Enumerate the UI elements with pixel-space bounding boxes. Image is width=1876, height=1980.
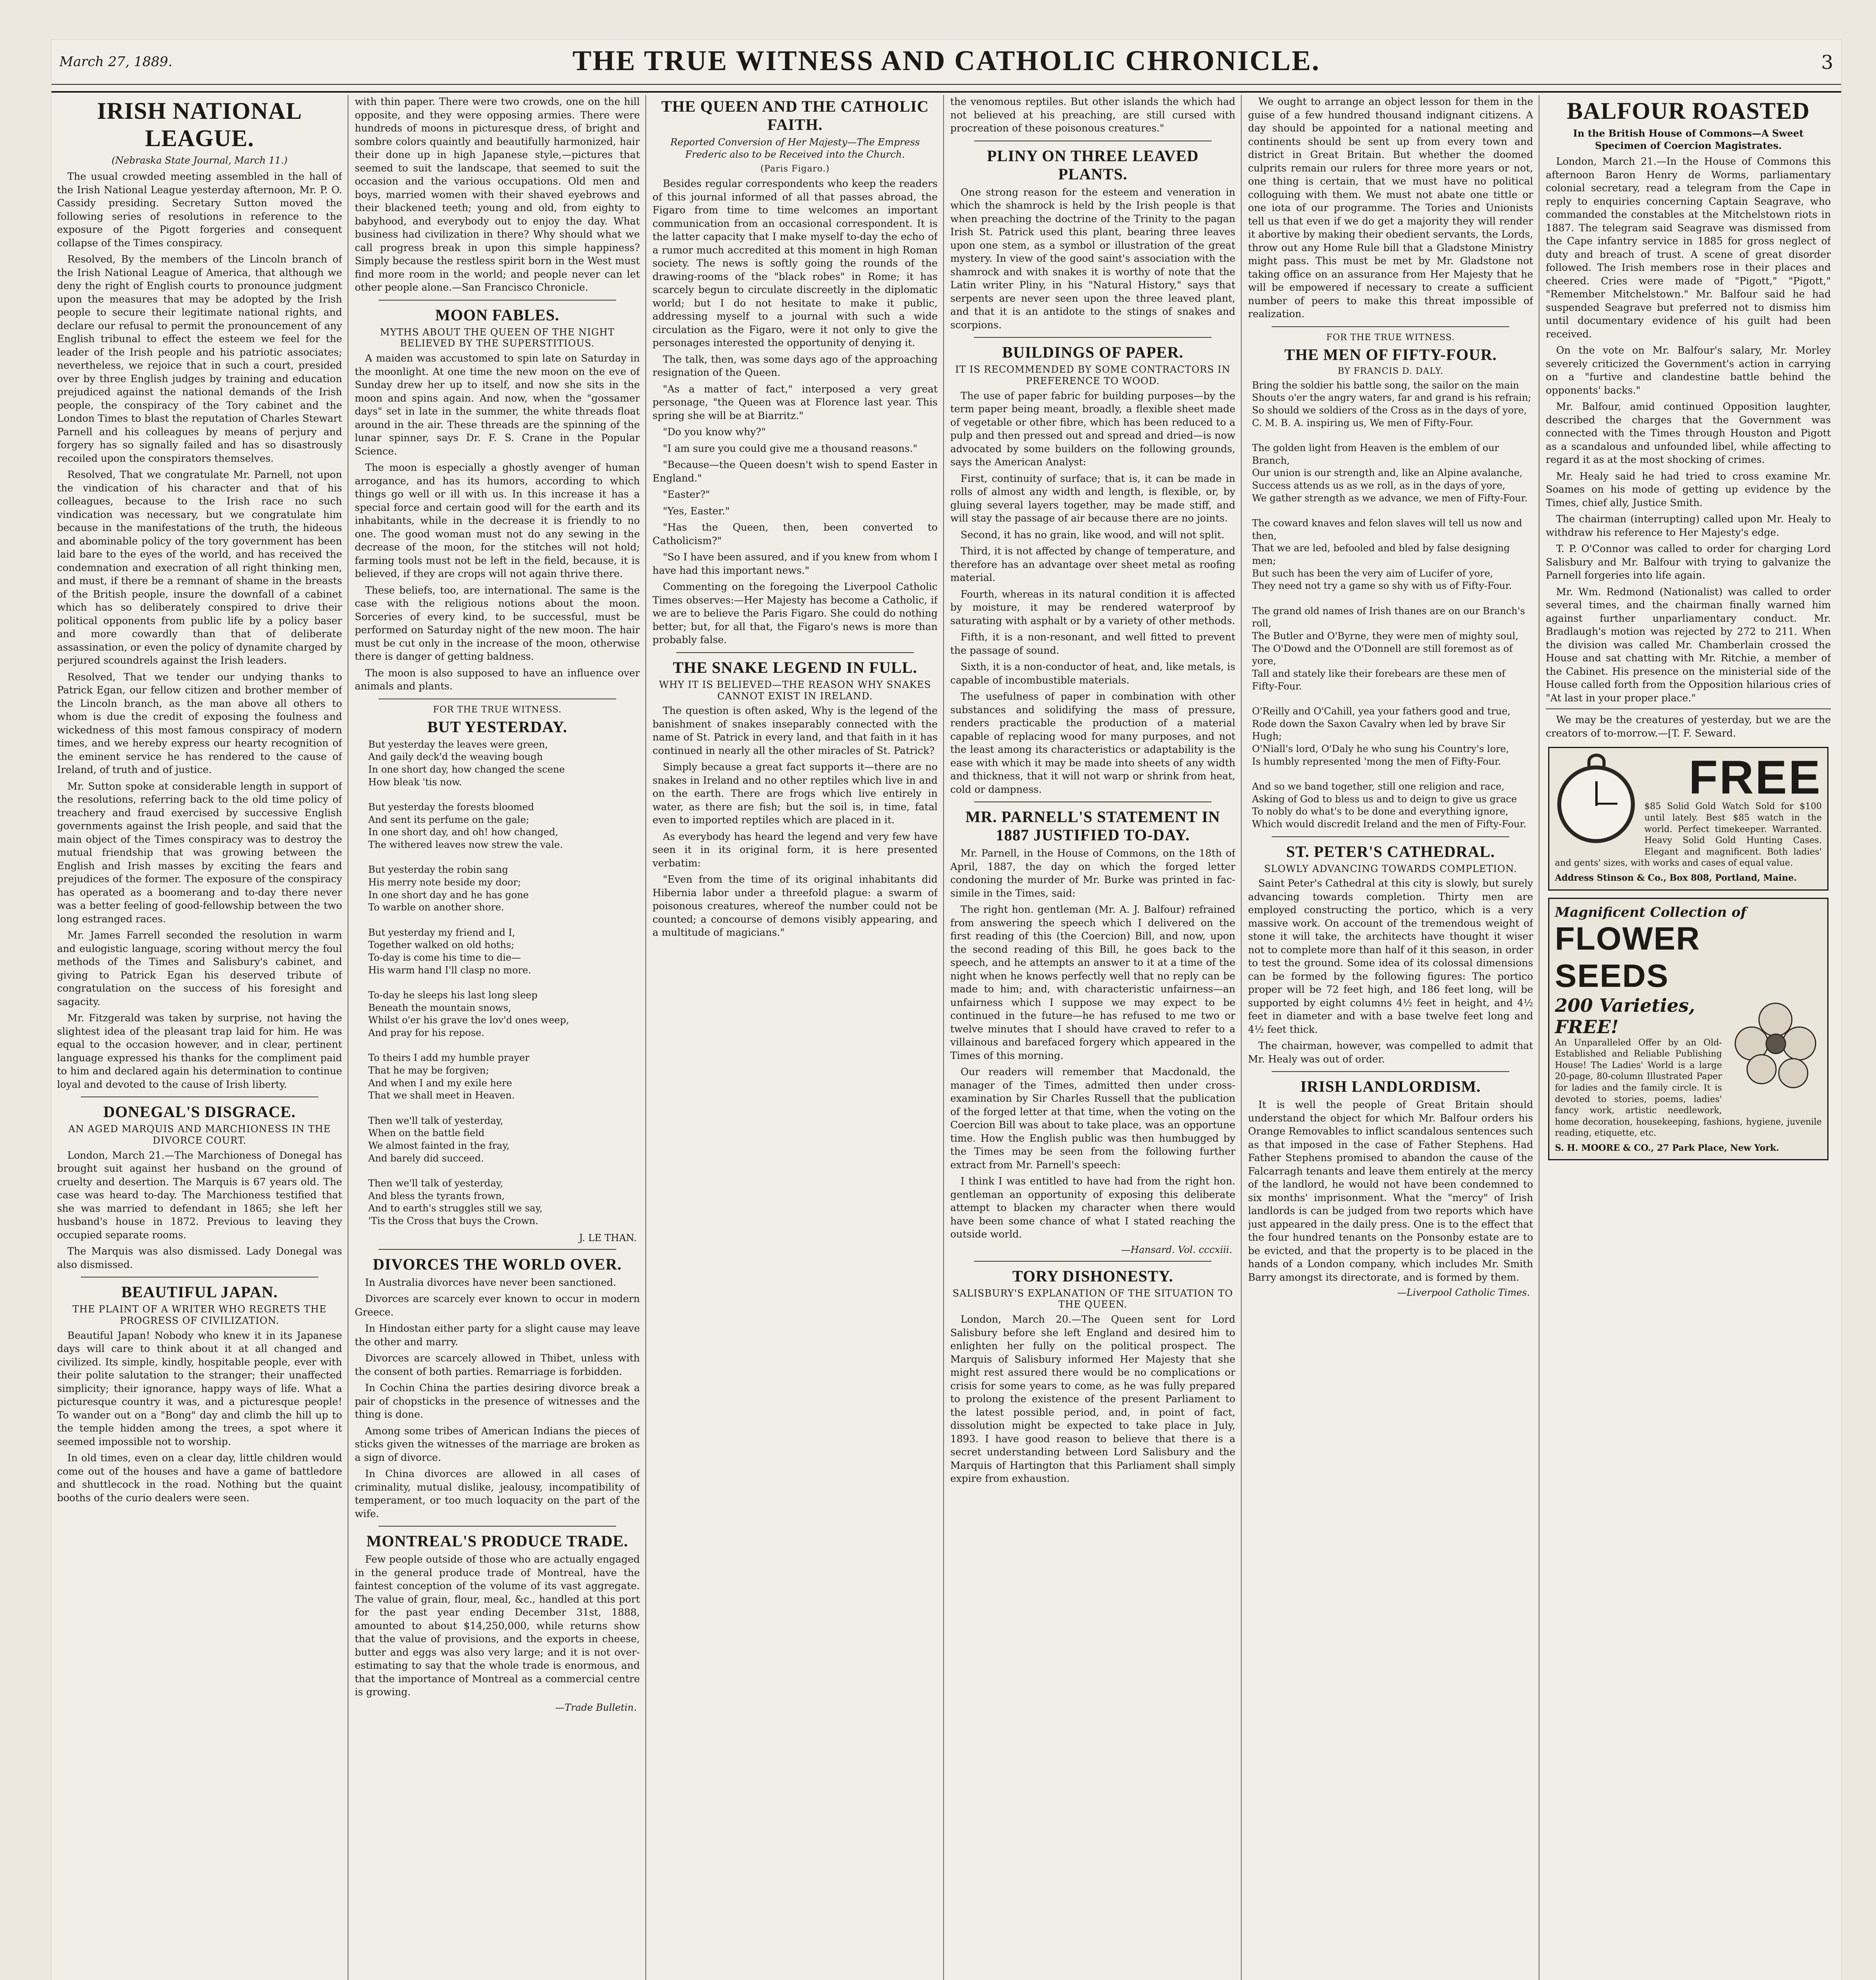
pocket-watch-illustration — [1555, 754, 1638, 853]
article-paragraph: I think I was entitled to have had from the right hon. gentleman an opportunity of exposing this deliberate attempt to blacken my character when there would have been some chance of what I stated reaching the outside world. — [950, 1175, 1235, 1240]
article-paragraph: "I am sure you could give me a thousand reasons." — [663, 442, 917, 454]
article-deck: THE PLAINT OF A WRITER WHO REGRETS THE PROGRESS OF CIVILIZATION. — [72, 1304, 327, 1327]
article-paragraph: Mr. Parnell, in the House of Commons, on the 18th of April, 1887, the day on which the forged letter condoning the murder of Mr. Burke was printed in fac-simile in the Times, said: — [950, 847, 1235, 899]
ad-lead: Magnificent Collection of — [1555, 904, 1747, 920]
article-paragraph: The right hon. gentleman (Mr. A. J. Balfour) refrained from answering the speech which I delivered on the first reading of this (the Coercion) Bill, and now, upon the second reading of this Bill, he goes back to the speech, and he attempts an answer to it at a time of the night when he knows perfectly well that no reply can be made to him; and, with characteristic unfairness—an unfairness which I suppose we may expect to be continued in the future—he has refused to me two or twelve minutes that I should have craved to refer to a villainous and barefaced forgery which appeared in the Times of this morning. — [950, 904, 1235, 1061]
article-paragraph: Few people outside of those who are actually engaged in the general produce trade of Montreal, have the faintest conception of the volume of its vast aggregate. The value of grain, flour, meal, &c., handled at this port for the past year ending December 31st, 1888, amounted to about $14,250,000, while returns show that the value of provisions, and the exports in cheese, butter and eggs was also very large; and it is not over-estimating to say that the whole trade is enormous, and that the importance of Montreal as a commercial centre is growing. — [355, 1554, 640, 1698]
article-headline: BUILDINGS OF PAPER. — [1002, 343, 1183, 361]
poem-title: THE MEN OF FIFTY-FOUR. — [1284, 345, 1497, 364]
article-paragraph: The Marquis was also dismissed. Lady Donegal was also dismissed. — [57, 1245, 342, 1270]
article-paragraph: In Australia divorces have never been sanctioned. — [365, 1276, 616, 1288]
article-source: —Trade Bulletin. — [555, 1702, 637, 1713]
article-paragraph: "Because—the Queen doesn't wish to spend Easter in England." — [653, 459, 938, 484]
article-paragraph: Mr. Balfour, amid continued Opposition laughter, described the charges that the Government was connected with the Times through Houston and Pigott as a scandalous and unfounded libel, while affecting to regard it as at the most shocking of crimes. — [1546, 401, 1831, 466]
article-paragraph: The talk, then, was some days ago of the approaching resignation of the Queen. — [653, 353, 938, 379]
masthead — [51, 40, 1841, 93]
article-headline: IRISH NATIONAL LEAGUE. — [97, 98, 302, 151]
article-paragraph: In old times, even on a clear day, little children would come out of the houses and have a game of battledore and shuttlecock in the road. Nothing but the quaint booths of the curio dealers were seen. — [57, 1452, 342, 1504]
closing-quote: We may be the creatures of yesterday, but we are the creators of to-morrow.—[T. F. Seward. — [1546, 714, 1831, 739]
article-paragraph: London, March 20.—The Queen sent for Lord Salisbury before she left England and desired him to enlighten her fully on the political prospect. The Marquis of Salisbury informed Her Majesty that she might rest assured there would be no complications or crisis for some years to come, as he was fully prepared to prolong the existence of the present Parliament to the latest possible period, and, in point of fact, dissolution might be expected to take place in July, 1893. I have good reason to believe that there is a secret understanding between Lord Salisbury and the Marquis of Hartington that this Parliament shall simply expire from exhaustion. — [950, 1314, 1235, 1485]
article-paragraph: The moon is also supposed to have an influence over animals and plants. — [355, 667, 640, 692]
article-paragraph: The chairman (interrupting) called upon Mr. Healy to withdraw his reference to Her Majesty's edge. — [1546, 513, 1831, 538]
ad-headline: FREE — [1688, 751, 1822, 804]
article-headline: MOON FABLES. — [435, 306, 559, 324]
section-rule — [379, 1526, 616, 1527]
article-headline: DONEGAL'S DISGRACE. — [103, 1103, 296, 1121]
article-paragraph: Simply because a great fact supports it—there are no snakes in Ireland and no other reptiles which live in and on the earth. There are frogs which live entirely in water, as there are fish; but the soil is, in time, fatal even to imported reptiles which are placed in it. — [653, 761, 938, 826]
article-paragraph: On the vote on Mr. Balfour's salary, Mr. Morley severely criticized the Government's action in carrying on a "furtive and clandestine battle behind the opponents' backs." — [1546, 345, 1831, 396]
ad-offer: 200 Varieties, FREE! — [1555, 994, 1695, 1038]
column-2 — [355, 95, 640, 1980]
article-headline: DIVORCES THE WORLD OVER. — [373, 1255, 622, 1273]
column-4 — [950, 95, 1235, 1980]
poem-text: But yesterday the leaves were green, And gaily deck'd the weaving bough In one short day, how changed the scene How bleak 'tis now. But yesterday the forests bloomed And sent its perfume on the gale; In one short day, and oh! how changed, The withered leaves now strew the vale. But yesterday the robin sang His merry note beside my door; In one short day and he has gone To warble on another shore. But yesterday my friend and I, Together walked on old hoths; To-day is come his time to die— His warm hand I'll clasp no more. To-day he sleeps his last long sleep Beneath the mountain snows, Whilst o'er his grave the lov'd ones weep, And pray for his repose. To theirs I add my humble prayer That he may be forgiven; And when I and my exile here That we shall meet in Heaven. Then we'll talk of yesterday, When on the battle field We almost fainted in the fray, And barely did succeed. Then we'll talk of yesterday, And bless the tyrants frown, And to earth's struggles still we say, 'Tis the Cross that buys the Crown. — [368, 739, 569, 1227]
poem-byline: BY FRANCIS D. DALY. — [1338, 366, 1444, 376]
article-deck: Reported Conversion of Her Majesty—The Empress Frederic also to be Received into the Church. — [670, 137, 920, 160]
article-paragraph: Mr. Fitzgerald was taken by surprise, not having the slightest idea of the pleasant trap laid for him. He was equal to the occasion however, and in clear, pertinent language expressed his thanks for the compliment paid to him and declared again his determination to continue loyal and devoted to the cause of Irish liberty. — [57, 1012, 342, 1090]
issue-date: March 27, 1889. — [59, 54, 173, 70]
newspaper-title: THE TRUE WITNESS AND CATHOLIC CHRONICLE. — [572, 45, 1320, 76]
section-rule — [1546, 708, 1831, 709]
watch-advertisement — [1548, 747, 1828, 890]
article-dateline: (Paris Figaro.) — [760, 164, 830, 174]
article-paragraph: The usefulness of paper in combination with other substances and solidifying the mass of pressure, renders practicable the production of a material capable of replacing wood for many purposes, and not the least among its characteristics or adaptability is the ease with which it may be made into sheets of any width and thickness, that it will not warp or shrink from heat, cold or dampness. — [950, 691, 1235, 795]
page-number: 3 — [1821, 51, 1833, 74]
article-paragraph: Beautiful Japan! Nobody who knew it in its Japanese days will care to think about it at all changed and civilized. Its simple, kindly, hospitable people, ever with their polite salutation to the stranger; their unaffected simplicity; their ignorance, happy ways of life. What a picturesque country it was, and a picturesque people! To wander out on a "Bong" day and climb the hill up to the temple hidden among the trees, a spot where it seemed impossible not to worship. — [57, 1329, 342, 1447]
article-deck: SLOWLY ADVANCING TOWARDS COMPLETION. — [1264, 863, 1517, 874]
section-rule — [676, 652, 914, 653]
article-headline: MONTREAL'S PRODUCE TRADE. — [366, 1532, 628, 1550]
article-paragraph: London, March 21.—The Marchioness of Donegal has brought suit against her husband on the ground of cruelty and desertion. The Marquis is 67 years old. The case was heard to-day. The Marchioness testified that she was married to defendant in 1865; she left her husband's house in 1872. Previous to leaving they occupied separate rooms. — [57, 1149, 342, 1241]
seeds-advertisement — [1548, 898, 1828, 1161]
article-paragraph: Divorces are scarcely allowed in Thibet, unless with the consent of both parties. Remarriage is forbidden. — [355, 1352, 640, 1377]
ad-headline: FLOWER SEEDS — [1555, 920, 1701, 994]
article-paragraph: with thin paper. There were two crowds, one on the hill opposite, and they were opposing armies. There were hundreds of moons in picturesque dress, of bright and sombre colors quaintly and beautifully harmonized, hair their done up in high Japanese style,—pictures that seemed to suit the landscape, that seemed to suit the occasion and the various occupations. Old men and boys, married women with their shaved eyebrows and their blackened teeth; young and old, from eighty to babyhood, and everybody out to enjoy the day. What business had civilization in there? Why should what we call progress break in upon this simple happiness? Simply because the restless spirit born in the West must find more room in the world; and people never can let other people alone.—San Francisco Chronicle. — [355, 96, 640, 293]
flower-illustration — [1727, 995, 1822, 1114]
column-3 — [653, 95, 938, 1980]
article-headline: BALFOUR ROASTED — [1567, 98, 1810, 124]
article-headline: PLINY ON THREE LEAVED PLANTS. — [987, 147, 1199, 183]
article-paragraph: Among some tribes of American Indians the pieces of sticks given the witnesses of the marriage are broken as a sign of divorce. — [355, 1425, 640, 1463]
article-paragraph: Mr. Sutton spoke at considerable length in support of the resolutions, referring back to the old time policy of treachery and fraud exercised by successive English governments against the Irish people, and said that the main object of the Times conspiracy was to destroy the mutual friendship that was growing between the English and Irish masses by exciting the fears and prejudices of the former. The exposure of the conspiracy has operated as a boomerang and to-day there never was a better feeling of good-fellowship between the two long estranged races. — [57, 780, 342, 925]
poem-credit: FOR THE TRUE WITNESS. — [1326, 332, 1455, 343]
article-paragraph: Besides regular correspondents who keep the readers of this journal informed of all that passes abroad, the Figaro from time to time welcomes an important communication from an occasional correspondent. It is the latter capacity that I make myself to-day the echo of a rumor much accredited at this moment in high Roman society. The news is softly going the rounds of the drawing-rooms of the "black robes" in Rome; it has scarcely begun to circulate discreetly in the diplomatic world; but I do not hesitate to make it public, addressing myself to a journal with such a wide circulation as the Figaro, were it not only to give the personages interested the opportunity of denying it. — [653, 178, 938, 349]
article-paragraph: Mr. Wm. Redmond (Nationalist) was called to order several times, and the chairman finally warned him against further unparliamentary conduct. Mr. Bradlaugh's motion was rejected by 272 to 211. When the division was called Mr. Chamberlain crossed the House and sat chatting with Mr. Ritchie, a member of the Cabinet. His presence on the ministerial side of the House called forth from the Opposition hilarious cries of "At last in your proper place." — [1546, 586, 1831, 704]
article-paragraph: The question is often asked, Why is the legend of the banishment of snakes inseparably connected with the name of St. Patrick in every land, and that faith in it has continued in nearly all the other miracles of St. Patrick? — [653, 705, 938, 756]
article-paragraph: "Yes, Easter." — [663, 505, 730, 517]
article-paragraph: Mr. James Farrell seconded the resolution in warm and eulogistic language, scoring without mercy the foul methods of the Times and Salisbury's cabinet, and giving to Patrick Egan his deserved tribute of congratulation on the success of his foresight and sagacity. — [57, 929, 342, 1007]
article-paragraph: Resolved, That we tender our undying thanks to Patrick Egan, our fellow citizen and brother member of the Lincoln branch, as the man above all others to whom is due the credit of exposing the foulness and wickedness of this most famous conspiracy of modern times, and we hereby express our hearty recognition of the eminent service he has rendered to the cause of Ireland, of truth and of justice. — [57, 671, 342, 776]
article-headline: MR. PARNELL'S STATEMENT IN 1887 JUSTIFIED TO-DAY. — [965, 808, 1220, 844]
poem-credit: FOR THE TRUE WITNESS. — [433, 704, 562, 715]
article-paragraph: T. P. O'Connor was called to order for charging Lord Salisbury and Mr. Balfour with trying to galvanize the Parnell forgeries into life again. — [1546, 543, 1831, 581]
article-paragraph: Mr. Healy said he had tried to cross examine Mr. Soames on his mode of getting up evidence by the Times, chief ally, Justice Smith. — [1546, 470, 1831, 508]
section-rule — [379, 300, 616, 301]
column-divider — [943, 95, 944, 1980]
section-rule — [379, 1249, 616, 1250]
column-5 — [1248, 95, 1533, 1980]
article-headline: BEAUTIFUL JAPAN. — [121, 1283, 278, 1301]
article-paragraph: Second, it has no grain, like wood, and will not split. — [961, 529, 1225, 541]
article-paragraph: "So I have been assured, and if you knew from whom I have had this important news." — [653, 551, 938, 576]
section-rule — [1272, 836, 1509, 837]
article-paragraph: The moon is especially a ghostly avenger of human arrogance, and has its humors, according to which things go well or ill with us. In this increase it has a special force and certain good will for the earth and its inhabitants, while in the decrease it is friendly to no one. The good woman must not do any sewing in the decrease of the moon, for the stitches will not hold; farming tools must not be left in the field, because, it is believed, if they are crops will not again thrive there. — [355, 462, 640, 580]
article-paragraph: One strong reason for the esteem and veneration in which the shamrock is held by the Irish people is that when preaching the doctrine of the Trinity to the pagan Irish St. Patrick used this plant, bearing three leaves upon one stem, as a symbol or illustration of the great mystery. In view of the good saint's association with the shamrock and with snakes it is worthy of note that the Latin writer Pliny, in his "Natural History," says that serpents are never seen upon the three leaved plant, and that it is an antidote to the stings of snakes and scorpions. — [950, 186, 1235, 331]
ad-address: Address Stinson & Co., Box 808, Portland, Maine. — [1555, 872, 1797, 883]
article-source: —Liverpool Catholic Times. — [1397, 1287, 1530, 1298]
ad-address: S. H. MOORE & CO., 27 Park Place, New York. — [1555, 1142, 1779, 1153]
section-rule — [1272, 326, 1509, 327]
article-paragraph: In Hindostan either party for a slight cause may leave the other and marry. — [355, 1323, 640, 1348]
article-deck: AN AGED MARQUIS AND MARCHIONESS IN THE DIVORCE COURT. — [68, 1123, 331, 1146]
ad-body: An Unparalleled Offer by an Old-Established and Reliable Publishing House! The Ladies' World is a large 20-page, 80-column Illustrated Paper for ladies and the family circle. It is devoted to stories, poems, ladies' fancy work, artistic needlework, home decoration, housekeeping, fashions, hygiene, juvenile reading, etiquette, etc. — [1555, 1038, 1822, 1138]
article-paragraph: Sixth, it is a non-conductor of heat, and, like metals, is capable of incombustible materials. — [950, 661, 1235, 686]
article-paragraph: The use of paper fabric for building purposes—by the term paper being meant, broadly, a flexible sheet made of vegetable or other fibre, which has been reduced to a pulp and then pressed out and spread and dried—is now advocated by some builders on the following grounds, says the American Analyst: — [950, 390, 1235, 468]
article-paragraph: Saint Peter's Cathedral at this city is slowly, but surely advancing towards completion. Thirty men are employed constructing the portico, which is a very massive work. On account of the tremendous weight of stone it will take, the architects have thought it wiser not to complete more than half of it this season, in order to test the ground. Some idea of its colossal dimensions can be formed by the following figures: The portico proper will be 72 feet high, and 186 feet long, will be supported by eight columns 4½ feet in height, and 4½ feet in diameter and with a base twelve feet long and 4½ feet thick. — [1248, 878, 1533, 1035]
article-paragraph: Commenting on the foregoing the Liverpool Catholic Times observes:—Her Majesty has become a Catholic, if we are to believe the Paris Figaro. She could do nothing better; but, for all that, the Figaro's news is more than probably false. — [653, 581, 938, 646]
article-headline: THE QUEEN AND THE CATHOLIC FAITH. — [661, 97, 929, 133]
section-rule — [1272, 1071, 1509, 1072]
article-paragraph: Resolved, By the members of the Lincoln branch of the Irish National League of America, that although we deny the right of English courts to pronounce judgment upon the measures that may be adopted by the Irish people to secure their legitimate national rights, and declare our refusal to permit the pronouncement of any English tribunal to effect the esteem we feel for the leader of the Irish people and his patriotic associates; nevertheless, we rejoice that in such a court, presided over by three English judges by training and education prejudiced against the national demands of the Irish people, the conspiracy of the Tory cabinet and the London Times to blast the reputation of Charles Stewart Parnell and his colleagues by means of perjury and forgery has so signally failed and has so disastrously recoiled upon the conspirators themselves. — [57, 253, 342, 464]
ad-body: $85 Solid Gold Watch Sold for $100 until lately. Best $85 watch in the world. Perfect timekeeper. Warranted. Heavy Solid Gold Hunting Cases. Elegant and magnificent. Both ladies' and gents' sizes, with works and cases of equal value. — [1555, 802, 1822, 868]
article-paragraph: Our readers will remember that Macdonald, the manager of the Times, admitted then under cross-examination by Sir Charles Russell that the publication of the forged letter at that time, when the voting on the Coercion Bill was about to take place, was an opportune time. How the English public was then humbugged by the Times may be seen from the following further extract from Mr. Parnell's speech: — [950, 1066, 1235, 1171]
article-paragraph: Third, it is not affected by change of temperature, and therefore has an advantage over sheet metal as roofing material. — [950, 545, 1235, 584]
poem-text: Bring the soldier his battle song, the sailor on the main Shouts o'er the angry waters, far and grand is his refrain; So should we soldiers of the Cross as in the days of yore, C. M. B. A. inspiring us, We men of Fifty-Four. The golden light from Heaven is the emblem of our Branch, Our union is our strength and, like an Alpine avalanche, Success attends us as we roll, as in the days of yore, We gather strength as we advance, we men of Fifty-Four. The coward knaves and felon slaves will tell us now and then, That we are led, befooled and bled by false designing men; But such has been the very aim of Lucifer of yore, They need not try a game so shy with us of Fifty-Four. The grand old names of Irish thanes are on our Branch's roll, The Butler and O'Byrne, they were men of mighty soul, The O'Dowd and the O'Donnell are still foremost as of yore, Tall and stately like their forebears are these men of Fifty-Four. O'Reilly and O'Cahill, yea your fathers good and true, Rode down the Saxon Cavalry when led by brave Sir Hugh; O'Niall's lord, O'Daly he who sung his Country's lore, Is humbly represented 'mong the men of Fifty-Four. And so we band together, still one religion and race, Asking of God to bless us and to deign to give us grace To nobly do what's to be done and everything ignore, Which would discredit Ireland and the men of Fifty-Four. — [1252, 379, 1532, 830]
article-deck: MYTHS ABOUT THE QUEEN OF THE NIGHT BELIEVED BY THE SUPERSTITIOUS. — [380, 326, 615, 349]
article-paragraph: As everybody has heard the legend and very few have seen it in its original form, it is here presented verbatim: — [653, 830, 938, 869]
article-paragraph: "As a matter of fact," interposed a very great personage, "the Queen was at Florence last year. This spring she will be at Biarritz." — [653, 383, 938, 421]
article-headline: ST. PETER'S CATHEDRAL. — [1286, 842, 1495, 861]
article-deck: SALISBURY'S EXPLANATION OF THE SITUATION TO THE QUEEN. — [952, 1287, 1233, 1310]
column-6 — [1546, 95, 1831, 1980]
article-paragraph: "Even from the time of its original inhabitants did Hibernia labor under a threefold plague: a swarm of poisonous creatures, whereof the number could not be counted; a concourse of demons visibly appearing, and a multitude of magicians." — [653, 874, 938, 939]
article-paragraph: Fourth, whereas in its natural condition it is affected by moisture, it may be rendered waterproof by saturating with asphalt or by a variety of other methods. — [950, 588, 1235, 626]
article-deck: WHY IT IS BELIEVED—THE REASON WHY SNAKES CANNOT EXIST IN IRELAND. — [659, 679, 931, 702]
article-source: (Nebraska State Journal, March 11.) — [111, 155, 288, 166]
section-rule — [974, 1261, 1212, 1262]
column-1 — [57, 95, 342, 1980]
masthead-rule — [51, 84, 1841, 85]
article-deck: IT IS RECOMMENDED BY SOME CONTRACTORS IN PREFERENCE TO WOOD. — [955, 364, 1231, 386]
poem-title: BUT YESTERDAY. — [427, 718, 567, 736]
article-paragraph: First, continuity of surface; that is, it can be made in rolls of almost any width and length, is flexible, or, by gluing several layers together, may be made stiff, and will stay the passage of air because there are no joints. — [950, 472, 1235, 524]
article-paragraph: Resolved, That we congratulate Mr. Parnell, not upon the vindication of his character and that of his colleagues, because to the Irish race no such vindication was necessary, but we congratulate him because in the manifestations of the truth, the hideous and abominable policy of the tory government has been laid bare to the eyes of the world, and has received the condemnation and execration of all right thinking men, and must, if there be a remnant of shame in the breasts of the British people, insure the downfall of a cabinet which has so deliberately conspired to drive their political opponents from public life by a policy baser and more cowardly than that of deliberate assassination, or even the policy of dynamite charged by perjured scoundrels against the Irish leaders. — [57, 469, 342, 666]
article-paragraph: It is well the people of Great Britain should understand the object for which Mr. Balfour orders his Orange Removables to inflict scandalous sentences such as that imposed in the case of Father Stephens. Had Father Stephens promised to abandon the cause of the Falcarragh tenants and leave them entirely at the mercy of the landlord, he would not have been condemned to six months' imprisonment. What the "mercy" of Irish landlords is can be judged from two reports which have just appeared in the daily press. One is to the effect that the four hundred tenants on the Ponsonby estate are to be evicted, and that the property is to be placed in the hands of a London company, which includes Mr. Smith Barry amongst its directorate, and is formed by them. — [1248, 1099, 1533, 1283]
article-paragraph: In Cochin China the parties desiring divorce break a pair of chopsticks in the presence of witnesses and the thing is done. — [355, 1382, 640, 1420]
article-paragraph: "Easter?" — [663, 489, 710, 501]
article-paragraph: London, March 21.—In the House of Commons this afternoon Baron Henry de Worms, parliamentary colonial secretary, read a telegram from the Cape in reply to enquiries concerning Captain Seagrave, who commanded the constables at the Mitchelstown riots in 1887. The telegram said Seagrave was dismissed from the Cape infantry service in 1885 for gross neglect of duty and breach of trust. A scene of great disorder followed. The Irish members rose in their places and cheered. Cries were made of "Pigott," "Pigott," "Remember Mitchelstown." Mr. Balfour said he had suspended Seagrave but preferred not to dismiss him until documentary evidence of his guilt had been received. — [1546, 156, 1831, 340]
column-divider — [1241, 95, 1242, 1980]
section-rule — [974, 337, 1212, 338]
article-paragraph: These beliefs, too, are international. The same is the case with the religious notions about the moon. Sorceries of every kind, to be successful, must be performed on Saturday night of the new moon. The hair must be cut only in the increase of the moon, otherwise there is danger of getting baldness. — [355, 584, 640, 663]
article-paragraph: The usual crowded meeting assembled in the hall of the Irish National League yesterday afternoon, Mr. P. O. Cassidy presiding. Secretary Sutton moved the following series of resolutions in reference to the exposure of the Pigott forgeries and consequent collapse of the Times conspiracy. — [57, 171, 342, 249]
article-paragraph: "Do you know why?" — [663, 426, 766, 438]
column-divider — [645, 95, 646, 1980]
article-headline: IRISH LANDLORDISM. — [1300, 1078, 1481, 1096]
article-paragraph: The chairman, however, was compelled to admit that Mr. Healy was out of order. — [1248, 1040, 1533, 1065]
article-headline: TORY DISHONESTY. — [1012, 1267, 1174, 1285]
article-paragraph: "Has the Queen, then, been converted to Catholicism?" — [653, 522, 938, 546]
article-headline: THE SNAKE LEGEND IN FULL. — [673, 658, 917, 676]
article-paragraph: In China divorces are allowed in all cases of criminality, mutual dislike, jealousy, incompatibility of temperament, or too much loquacity on the part of the wife. — [355, 1468, 640, 1519]
article-paragraph: We ought to arrange an object lesson for them in the guise of a few hundred thousand indignant citizens. A day should be appointed for a national meeting and continents should be sent up from every town and district in Great Britain. But whether the doomed culprits remain our rulers for three more years or not, one thing is certain, that we must have no political colloguing with them. We must not abate one tittle or one iota of our programme. The Tories and Unionists tell us that even if we do get a majority they will render it abortive by making their obedient servants, the Lords, throw out any Home Rule bill that a Gladstone Ministry might pass. This must be met by Mr. Gladstone not taking office on an assurance from Her Majesty that he will be empowered if necessary to create a sufficient number of peers to make this threat impossible of realization. — [1248, 96, 1533, 320]
article-paragraph: Divorces are scarcely ever known to occur in modern Greece. — [355, 1293, 640, 1318]
article-paragraph: A maiden was accustomed to spin late on Saturday in the moonlight. At one time the new moon on the eve of Sunday drew her up to itself, and now she sits in the moon and spins again. And now, when the "gossamer days" set in late in the summer, the white threads float around in the air. These threads are the spinning of the lunar spinner, says Dr. F. S. Crane in the Popular Science. — [355, 352, 640, 457]
poem-signature: J. LE THAN. — [579, 1232, 637, 1243]
article-paragraph: Fifth, it is a non-resonant, and well fitted to prevent the passage of sound. — [950, 631, 1235, 656]
article-paragraph: the venomous reptiles. But other islands the which had not believed at his preaching, are still cursed with procreation of these poisonous creatures." — [950, 96, 1235, 134]
article-deck: In the British House of Commons—A Sweet Specimen of Coercion Magistrates. — [1573, 128, 1804, 152]
newspaper-page — [51, 40, 1841, 1980]
article-source: —Hansard. Vol. cccxiii. — [1121, 1244, 1232, 1255]
